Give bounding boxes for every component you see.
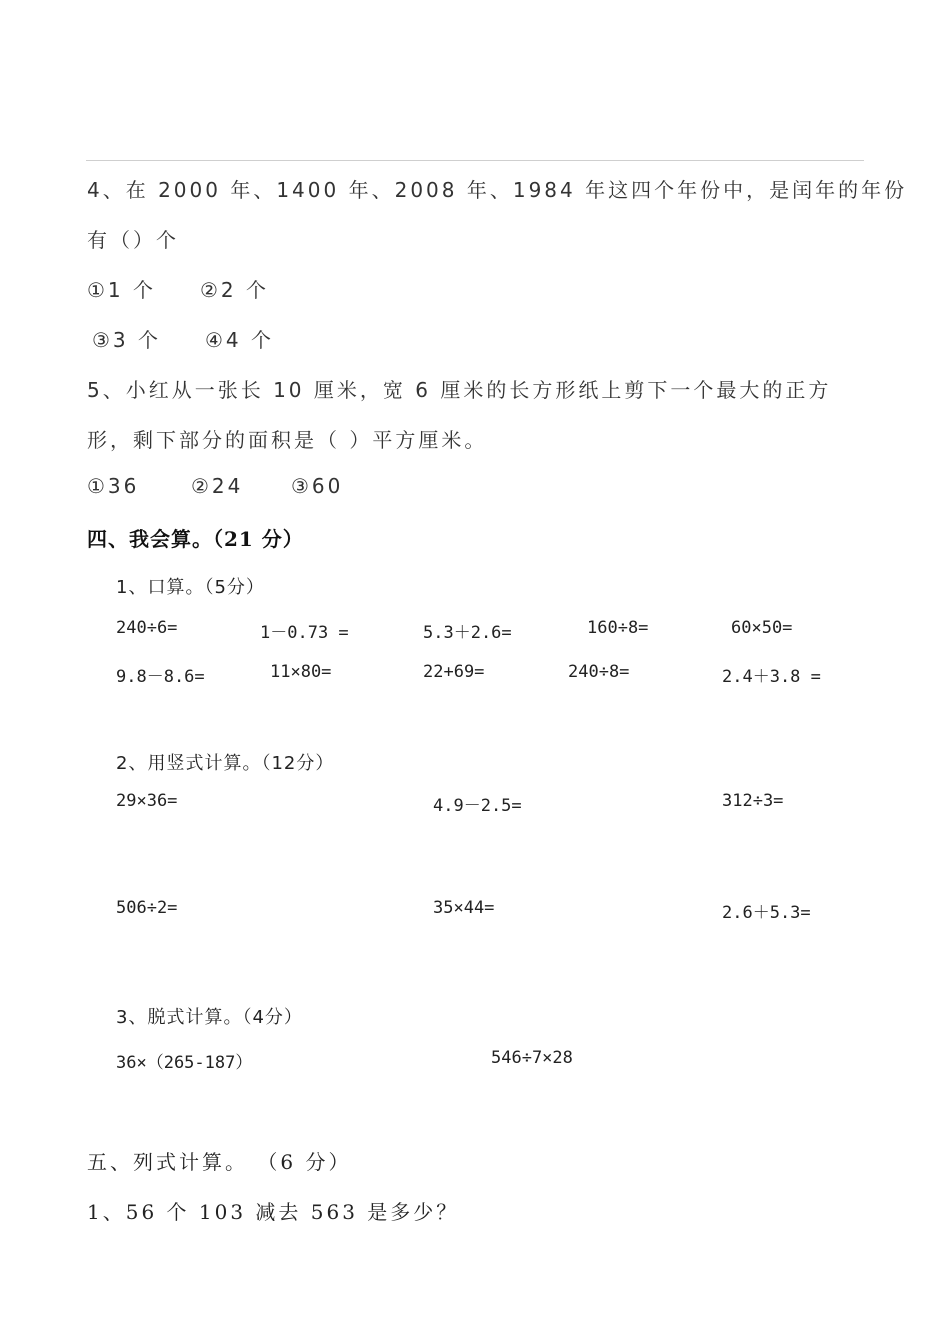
oral-calc-item: 240÷8= [568,662,630,682]
vertical-calc-title: 2、用竖式计算。（12分） [116,753,335,774]
q4-text-line1: 4、在 2000 年、1400 年、2008 年、1984 年这四个年份中，是闰年的年份 [87,178,908,202]
q5-option-1: ①36 [87,474,140,498]
vertical-calc-item: 312÷3= [722,791,784,811]
oral-calc-item: 5.3＋2.6= [423,623,512,643]
vertical-calc-item: 35×44= [433,898,495,918]
header-rule [86,160,864,161]
oral-calc-item: 11×80= [270,662,332,682]
q5-option-2: ②24 [191,474,244,498]
section4-title: 四、我会算。（21 分） [87,527,304,551]
vertical-calc-item: 29×36= [116,791,178,811]
q5-option-3: ③60 [291,474,344,498]
q4-option-1: ①1 个 [87,278,157,302]
q4-option-4: ④4 个 [205,328,275,352]
q4-text-line2: 有（）个 [87,228,179,252]
oral-calc-item: 22+69= [423,662,485,682]
vertical-calc-item: 2.6＋5.3= [722,903,811,923]
section5-q1: 1、56 个 103 减去 563 是多少？ [87,1200,460,1224]
oral-calc-item: 240÷6= [116,618,178,638]
stepwise-calc-title: 3、脱式计算。（4分） [116,1007,303,1028]
oral-calc-item: 1－0.73 = [260,623,349,643]
q5-text-line1: 5、小红从一张长 10 厘米，宽 6 厘米的长方形纸上剪下一个最大的正方 [87,378,832,402]
section5-title: 五、列式计算。 （6 分） [87,1150,352,1174]
stepwise-calc-item: 36×（265-187） [116,1053,253,1073]
oral-calc-title: 1、口算。（5分） [116,577,265,598]
vertical-calc-item: 4.9－2.5= [433,796,522,816]
oral-calc-item: 160÷8= [587,618,649,638]
oral-calc-item: 60×50= [731,618,793,638]
oral-calc-item: 9.8－8.6= [116,667,205,687]
q4-option-2: ②2 个 [200,278,270,302]
q4-option-3: ③3 个 [92,328,162,352]
oral-calc-item: 2.4＋3.8 = [722,667,821,687]
q5-text-line2: 形，剩下部分的面积是（ ）平方厘米。 [87,428,488,452]
vertical-calc-item: 506÷2= [116,898,178,918]
stepwise-calc-item: 546÷7×28 [491,1048,573,1068]
